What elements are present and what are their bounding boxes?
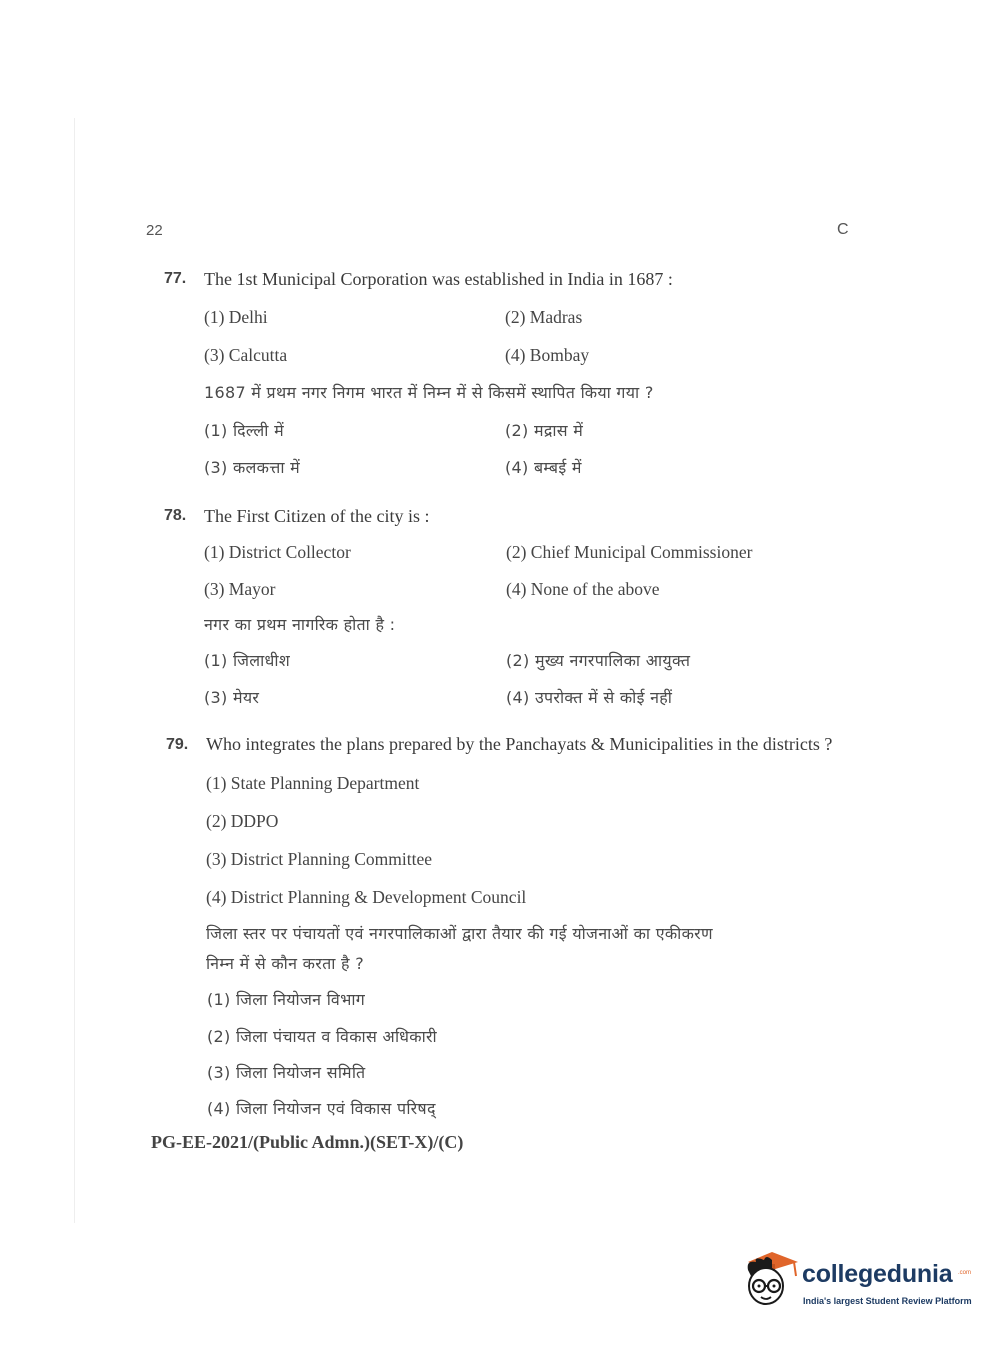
- q77-option-2-hi: (2) मद्रास में: [505, 421, 584, 440]
- q78-option-1-en: (1) District Collector: [204, 542, 351, 562]
- q79-option-3-hi: (3) जिला नियोजन समिति: [207, 1063, 366, 1082]
- q78-option-3-en: (3) Mayor: [204, 579, 276, 599]
- q79-option-4-en: (4) District Planning & Development Council: [206, 887, 527, 907]
- collegedunia-logo: [742, 1248, 972, 1320]
- q78-option-3-hi: (3) मेयर: [204, 688, 260, 707]
- q79-option-3-en: (3) District Planning Committee: [206, 849, 433, 869]
- q79-option-2-hi: (2) जिला पंचायत व विकास अधिकारी: [207, 1027, 438, 1046]
- q79-option-4-hi: (4) जिला नियोजन एवं विकास परिषद्: [207, 1099, 436, 1118]
- logo-wordmark: collegedunia: [802, 1260, 953, 1288]
- q78-option-1-hi: (1) जिलाधीश: [204, 651, 291, 670]
- q77-option-1-en: (1) Delhi: [204, 307, 268, 327]
- question-78-text-hi: नगर का प्रथम नागरिक होता है :: [204, 615, 396, 634]
- question-number-78: 78.: [164, 507, 187, 524]
- question-number-77: 77.: [164, 270, 187, 287]
- q78-option-2-hi: (2) मुख्य नगरपालिका आयुक्त: [506, 651, 691, 670]
- paper-code-footer: PG-EE-2021/(Public Admn.)(SET-X)/(C): [151, 1132, 464, 1152]
- set-code: C: [837, 221, 849, 238]
- q77-option-4-en: (4) Bombay: [505, 345, 590, 365]
- q77-option-1-hi: (1) दिल्ली में: [204, 421, 284, 440]
- logo-domain-suffix: .com: [958, 1270, 972, 1276]
- q78-option-4-en: (4) None of the above: [506, 579, 660, 599]
- page-margin-line: [74, 118, 75, 1223]
- question-77-text-en: The 1st Municipal Corporation was established in India in 1687 :: [204, 269, 673, 289]
- page-number: 22: [146, 222, 163, 239]
- logo-tagline: India's largest Student Review Platform: [803, 1296, 972, 1306]
- q78-option-2-en: (2) Chief Municipal Commissioner: [506, 542, 753, 562]
- question-79-text-en: Who integrates the plans prepared by the Panchayats & Municipalities in the districts ?: [206, 734, 833, 754]
- question-79-text-hi-line1: जिला स्तर पर पंचायतों एवं नगरपालिकाओं द्वारा तैयार की गई योजनाओं का एकीकरण: [206, 924, 713, 943]
- q77-option-3-en: (3) Calcutta: [204, 345, 288, 365]
- q77-option-3-hi: (3) कलकत्ता में: [204, 458, 301, 477]
- q79-option-1-en: (1) State Planning Department: [206, 773, 420, 793]
- question-79-text-hi-line2: निम्न में से कौन करता है ?: [206, 954, 364, 973]
- student-mascot-icon: [742, 1248, 802, 1310]
- q77-option-2-en: (2) Madras: [505, 307, 583, 327]
- question-number-79: 79.: [166, 736, 189, 753]
- q78-option-4-hi: (4) उपरोक्त में से कोई नहीं: [506, 688, 673, 707]
- question-77-text-hi: 1687 में प्रथम नगर निगम भारत में निम्न में से किसमें स्थापित किया गया ?: [204, 383, 654, 402]
- question-78-text-en: The First Citizen of the city is :: [204, 506, 430, 526]
- q79-option-1-hi: (1) जिला नियोजन विभाग: [207, 990, 366, 1009]
- q77-option-4-hi: (4) बम्बई में: [505, 458, 582, 477]
- q79-option-2-en: (2) DDPO: [206, 811, 279, 831]
